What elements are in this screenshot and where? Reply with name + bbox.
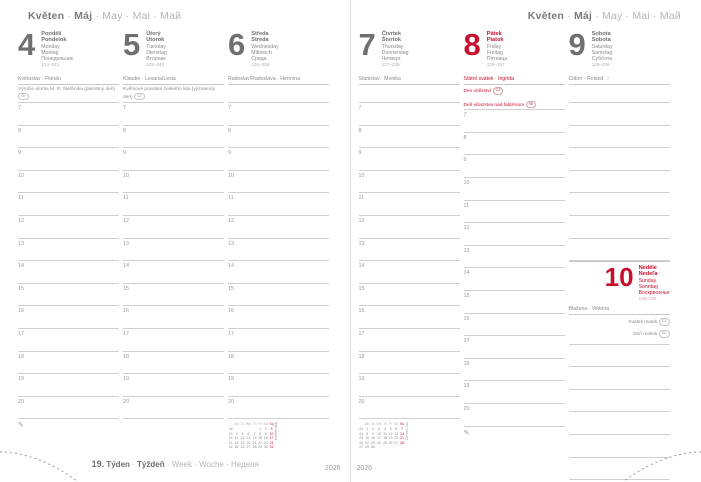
day-notes <box>228 85 329 101</box>
month-name-de: Mai <box>632 10 650 22</box>
day-header <box>569 262 670 302</box>
day-weekday-names <box>592 30 613 69</box>
day-header <box>228 27 329 74</box>
day-notes <box>18 85 119 101</box>
weekday-sk: Nedeľa <box>638 271 658 278</box>
hour-slot[interactable] <box>569 434 670 457</box>
hour-slot[interactable] <box>569 411 670 434</box>
hour-slot[interactable]: 10 <box>359 170 460 193</box>
month-name-en: May <box>601 10 623 22</box>
hour-slot[interactable]: 17 <box>228 328 329 351</box>
day-column-4[interactable] <box>18 27 119 450</box>
hour-slot[interactable]: 8 <box>359 125 460 148</box>
weekday-cz: Pátek <box>486 31 502 37</box>
namesday-line: Klaudie · Lesana/Lesia <box>123 76 224 85</box>
region-badge: SK <box>18 93 29 101</box>
day-of-year: 128–237 <box>486 62 505 68</box>
hour-slot[interactable]: 8 <box>123 125 224 148</box>
hour-slot[interactable]: 7 <box>464 109 565 132</box>
hour-slot[interactable]: 18 <box>18 351 119 374</box>
hour-grid <box>569 344 670 481</box>
hour-grid <box>18 102 119 419</box>
hour-slot[interactable]: 8 <box>228 125 329 148</box>
right-month-header: Květen · Máj · May · Mai · Май <box>527 10 681 22</box>
right-page <box>351 0 701 482</box>
hour-slot[interactable]: 19 <box>359 373 460 396</box>
day-of-year: 125–240 <box>146 62 165 68</box>
weekday-de: Freitag <box>486 50 503 57</box>
day-column-6[interactable] <box>228 27 329 450</box>
hour-slot[interactable] <box>569 366 670 389</box>
hour-slot[interactable] <box>569 170 670 193</box>
day-weekday-names <box>639 265 670 302</box>
hour-slot[interactable]: 7 <box>18 102 119 125</box>
hour-slot[interactable]: 11 <box>228 192 329 215</box>
hour-slot[interactable] <box>569 102 670 125</box>
namesday-line: Radoslav/Radoslava · Hermína <box>228 76 329 85</box>
region-badge: CZ <box>134 93 145 101</box>
hour-slot[interactable]: 16 <box>359 305 460 328</box>
day-column-8[interactable] <box>463 27 565 480</box>
day-header <box>123 27 224 74</box>
hour-slot[interactable]: 15 <box>464 290 565 313</box>
hour-slot[interactable]: 18 <box>123 351 224 374</box>
left-month-header: Květen · Máj · May · Mai · Май <box>28 10 182 22</box>
day-weekday-names <box>146 30 166 69</box>
weekday-ru: Пятница <box>486 56 508 63</box>
weekday-ru: Суббота <box>591 56 613 63</box>
hour-slot[interactable] <box>569 389 670 412</box>
hour-slot[interactable]: 11 <box>18 192 119 215</box>
month-name-cz: Květen <box>28 10 65 22</box>
day-header <box>18 27 119 74</box>
hour-slot[interactable] <box>569 215 670 238</box>
region-badge: CZ <box>493 87 504 95</box>
hour-slot[interactable] <box>569 125 670 148</box>
hour-slot[interactable]: 12 <box>464 222 565 245</box>
weekday-cz: Úterý <box>146 31 161 37</box>
hour-slot[interactable]: 7 <box>359 102 460 125</box>
hour-slot[interactable]: 17 <box>123 328 224 351</box>
day-notes <box>359 85 460 101</box>
day-column-9[interactable] <box>568 27 670 480</box>
weekday-ru: Воскресенье <box>638 289 670 296</box>
hour-slot[interactable]: 10 <box>123 170 224 193</box>
left-day-columns <box>18 27 343 450</box>
mini-calendar-june[interactable]: Mo Tu We Th Fr Sa Su 23 1 2 3 4 5 6 7 24 8 9 10 11 12 13 14 25 15 16 17 18 19 20 21 26 22 23 24 25 26 27 28 27 29 30 <box>359 422 405 450</box>
hour-slot[interactable] <box>569 238 670 262</box>
namesday-line: Ctibor · Roland ☽ <box>569 76 670 85</box>
weekday-cz: Středa <box>251 31 269 37</box>
moon-phase-icon: ☽ <box>604 76 610 82</box>
hour-slot[interactable]: 14 <box>359 260 460 283</box>
hour-slot[interactable] <box>569 344 670 367</box>
day-of-year: 129–236 <box>591 62 610 68</box>
day-number: 7 <box>358 27 376 62</box>
month-name-sk: Máj <box>74 10 93 22</box>
region-badge: SK <box>659 330 670 338</box>
mini-calendar-wrap <box>228 419 329 450</box>
day-notes <box>569 315 670 337</box>
hour-slot[interactable]: 20 <box>123 396 224 420</box>
weekday-sk: Pondelok <box>41 37 67 44</box>
weekday-sk: Streda <box>251 37 269 44</box>
hour-slot[interactable]: 9 <box>359 147 460 170</box>
namesday-line: Státní svátek · Ingrida <box>464 76 565 85</box>
hour-grid <box>464 109 565 426</box>
month-name-en: May <box>102 10 123 22</box>
month-name-cz: Květen <box>527 10 564 22</box>
hour-slot[interactable]: 15 <box>123 283 224 306</box>
hour-slot[interactable]: 11 <box>123 192 224 215</box>
weekday-cz: Čtvrtek <box>381 31 402 37</box>
day-weekday-names <box>487 30 508 69</box>
weekday-ru: Понедельник <box>41 56 73 63</box>
hour-slot[interactable]: 8 <box>18 125 119 148</box>
hour-slot[interactable]: 14 <box>228 260 329 283</box>
hour-grid <box>569 102 670 261</box>
hour-slot[interactable]: 13 <box>464 245 565 268</box>
weekday-en: Friday <box>486 43 502 50</box>
hour-slot[interactable]: 17 <box>359 328 460 351</box>
week-number: 19. <box>91 459 105 469</box>
namesday-line: Květoslav · Florián <box>18 76 119 85</box>
hour-slot[interactable]: 20 <box>359 396 460 420</box>
weekday-en: Thursday <box>381 43 404 50</box>
hour-slot[interactable]: 10 <box>18 170 119 193</box>
note-item: Den vítězství CZ <box>464 87 565 95</box>
hour-slot[interactable]: 10 <box>464 177 565 200</box>
left-footer <box>0 454 351 472</box>
hour-slot[interactable]: 8 <box>464 132 565 155</box>
weekday-sk: Utorok <box>146 37 165 44</box>
weekday-en: Saturday <box>591 43 613 50</box>
day-notes <box>569 85 670 101</box>
day-number: 6 <box>228 27 246 62</box>
hour-slot[interactable]: 12 <box>18 215 119 238</box>
day-header <box>568 27 670 74</box>
day-column-5[interactable] <box>123 27 224 450</box>
weekday-de: Mittwoch <box>251 50 272 57</box>
hour-slot[interactable]: 16 <box>18 305 119 328</box>
week-word-sk: Týždeň <box>137 460 165 469</box>
note-item: Deň matiek SK <box>569 326 670 338</box>
hour-slot[interactable]: 16 <box>464 313 565 336</box>
hour-slot[interactable]: 12 <box>123 215 224 238</box>
right-year: 2026 <box>356 465 373 472</box>
hour-slot[interactable]: 20 <box>18 396 119 420</box>
weekday-sk: Sobota <box>591 37 611 44</box>
hour-slot[interactable]: 12 <box>228 215 329 238</box>
hour-slot[interactable]: 7 <box>228 102 329 125</box>
hour-slot[interactable]: 12 <box>359 215 460 238</box>
hour-slot[interactable]: 19 <box>464 380 565 403</box>
note-item: Svátek matek CZ <box>569 318 670 326</box>
day-number: 4 <box>18 27 36 62</box>
hour-slot[interactable]: 9 <box>123 147 224 170</box>
left-year: 2026 <box>324 465 341 472</box>
day-number: 9 <box>568 27 586 62</box>
weekday-en: Sunday <box>638 277 657 284</box>
weekday-en: Wednesday <box>251 43 279 50</box>
hour-slot[interactable]: 9 <box>228 147 329 170</box>
hour-slot[interactable]: 14 <box>18 260 119 283</box>
weekday-en: Tuesday <box>146 43 166 50</box>
weekday-cz: Neděle <box>638 265 657 272</box>
weekday-ru: Среда <box>251 56 267 63</box>
week-word-ru: Неделя <box>230 460 259 469</box>
day-weekday-names <box>382 30 409 69</box>
weekday-de: Dienstag <box>146 50 167 57</box>
weekday-cz: Sobota <box>591 31 611 37</box>
hour-slot[interactable] <box>569 192 670 215</box>
weekday-de: Samstag <box>591 50 613 57</box>
hour-slot[interactable] <box>569 147 670 170</box>
mini-calendar-label: Květen Máj <box>274 422 279 441</box>
hour-slot[interactable]: 20 <box>464 403 565 427</box>
hour-slot[interactable]: 13 <box>123 238 224 261</box>
day-column-7[interactable] <box>356 27 460 480</box>
page-gutter <box>350 0 351 482</box>
hour-slot[interactable]: 7 <box>123 102 224 125</box>
hour-slot[interactable]: 16 <box>228 305 329 328</box>
hour-slot[interactable]: 13 <box>359 238 460 261</box>
hour-slot[interactable]: 11 <box>359 192 460 215</box>
weekday-de: Sonntag <box>638 283 658 290</box>
namesday-line: Stanislav · Monika <box>359 76 460 85</box>
weekday-cz: Pondělí <box>41 31 62 37</box>
day-notes <box>464 85 565 108</box>
hour-grid <box>359 102 460 419</box>
day-number: 10 <box>604 262 634 293</box>
hour-slot[interactable]: 15 <box>18 283 119 306</box>
mini-calendar-label: Červen Jún <box>404 422 409 441</box>
month-name-ru: Май <box>659 10 681 22</box>
week-label: 19. Týden · Týždeň · Week · Woche · Неделя <box>91 459 259 469</box>
hour-slot[interactable]: 14 <box>123 260 224 283</box>
hour-slot[interactable]: 11 <box>464 200 565 223</box>
day-weekday-names <box>251 30 278 69</box>
hour-slot[interactable]: 13 <box>228 238 329 261</box>
weekday-sk: Štvrtok <box>381 37 402 44</box>
hour-slot[interactable]: 17 <box>18 328 119 351</box>
region-badge: CZ <box>659 318 670 326</box>
day-header <box>358 27 460 74</box>
month-name-de: Mai <box>132 10 151 22</box>
hour-slot[interactable]: 16 <box>123 305 224 328</box>
hour-slot[interactable]: 13 <box>18 238 119 261</box>
hour-slot[interactable]: 19 <box>123 373 224 396</box>
day-column-10[interactable] <box>569 261 670 480</box>
week-word-en: Week <box>171 460 192 469</box>
hour-slot[interactable]: 9 <box>464 154 565 177</box>
weekday-ru: Вторник <box>146 56 166 63</box>
weekday-ru: Четверг <box>381 56 401 63</box>
region-badge: SK <box>526 101 537 109</box>
namesday-line: Blažena · Viktória <box>569 306 670 315</box>
weekday-en: Monday <box>41 43 60 50</box>
mini-calendar-wrap <box>359 419 460 450</box>
month-name-sk: Máj <box>573 10 593 22</box>
right-day-columns <box>356 27 684 480</box>
hour-slot[interactable]: 14 <box>464 267 565 290</box>
note-item: Květnové povstání českého lidu (významný den) CZ <box>123 87 215 100</box>
hour-slot[interactable]: 10 <box>228 170 329 193</box>
weekday-de: Montag <box>41 50 59 57</box>
note-item: Deň víťazstva nad fašizmom SK <box>464 95 565 109</box>
hour-slot[interactable]: 19 <box>228 373 329 396</box>
day-weekday-names <box>41 30 73 69</box>
hour-slot[interactable] <box>569 457 670 481</box>
day-of-year: 130–235 <box>638 296 657 302</box>
day-notes <box>123 85 224 101</box>
hour-slot[interactable]: 18 <box>228 351 329 374</box>
hour-slot[interactable]: 15 <box>359 283 460 306</box>
hour-slot[interactable]: 9 <box>18 147 119 170</box>
hour-slot[interactable]: 19 <box>18 373 119 396</box>
hour-slot[interactable]: 17 <box>464 335 565 358</box>
pencil-icon: ✎ <box>18 422 24 430</box>
hour-slot[interactable]: 18 <box>464 358 565 381</box>
day-header <box>463 27 565 74</box>
hour-slot[interactable]: 20 <box>228 396 329 420</box>
weekday-sk: Piatok <box>486 37 504 44</box>
month-name-ru: Май <box>160 10 182 22</box>
pencil-icon: ✎ <box>463 429 470 437</box>
mini-calendar-may[interactable]: Mo Tu We Th Fr Sa Su 18 1 2 3 19 4 5 6 7 8 9 10 20 11 12 13 14 15 16 17 21 18 19 20 21 22 23 24 22 25 26 27 28 29 30 31 <box>228 422 274 450</box>
weekday-de: Donnerstag <box>381 50 409 57</box>
note-item: Výročie úmrtia M. R. Štefánika (pamätný deň) SK <box>18 87 119 100</box>
week-word-cz: Týden <box>106 460 130 469</box>
day-number: 5 <box>123 27 141 62</box>
hour-grid <box>228 102 329 419</box>
day-of-year: 127–238 <box>381 62 400 68</box>
hour-slot[interactable]: 18 <box>359 351 460 374</box>
week-word-de: Woche <box>199 460 224 469</box>
day-of-year: 124–241 <box>41 62 60 68</box>
day-number: 8 <box>463 27 481 62</box>
hour-grid <box>123 102 224 419</box>
hour-slot[interactable]: 15 <box>228 283 329 306</box>
day-of-year: 126–239 <box>251 62 270 68</box>
